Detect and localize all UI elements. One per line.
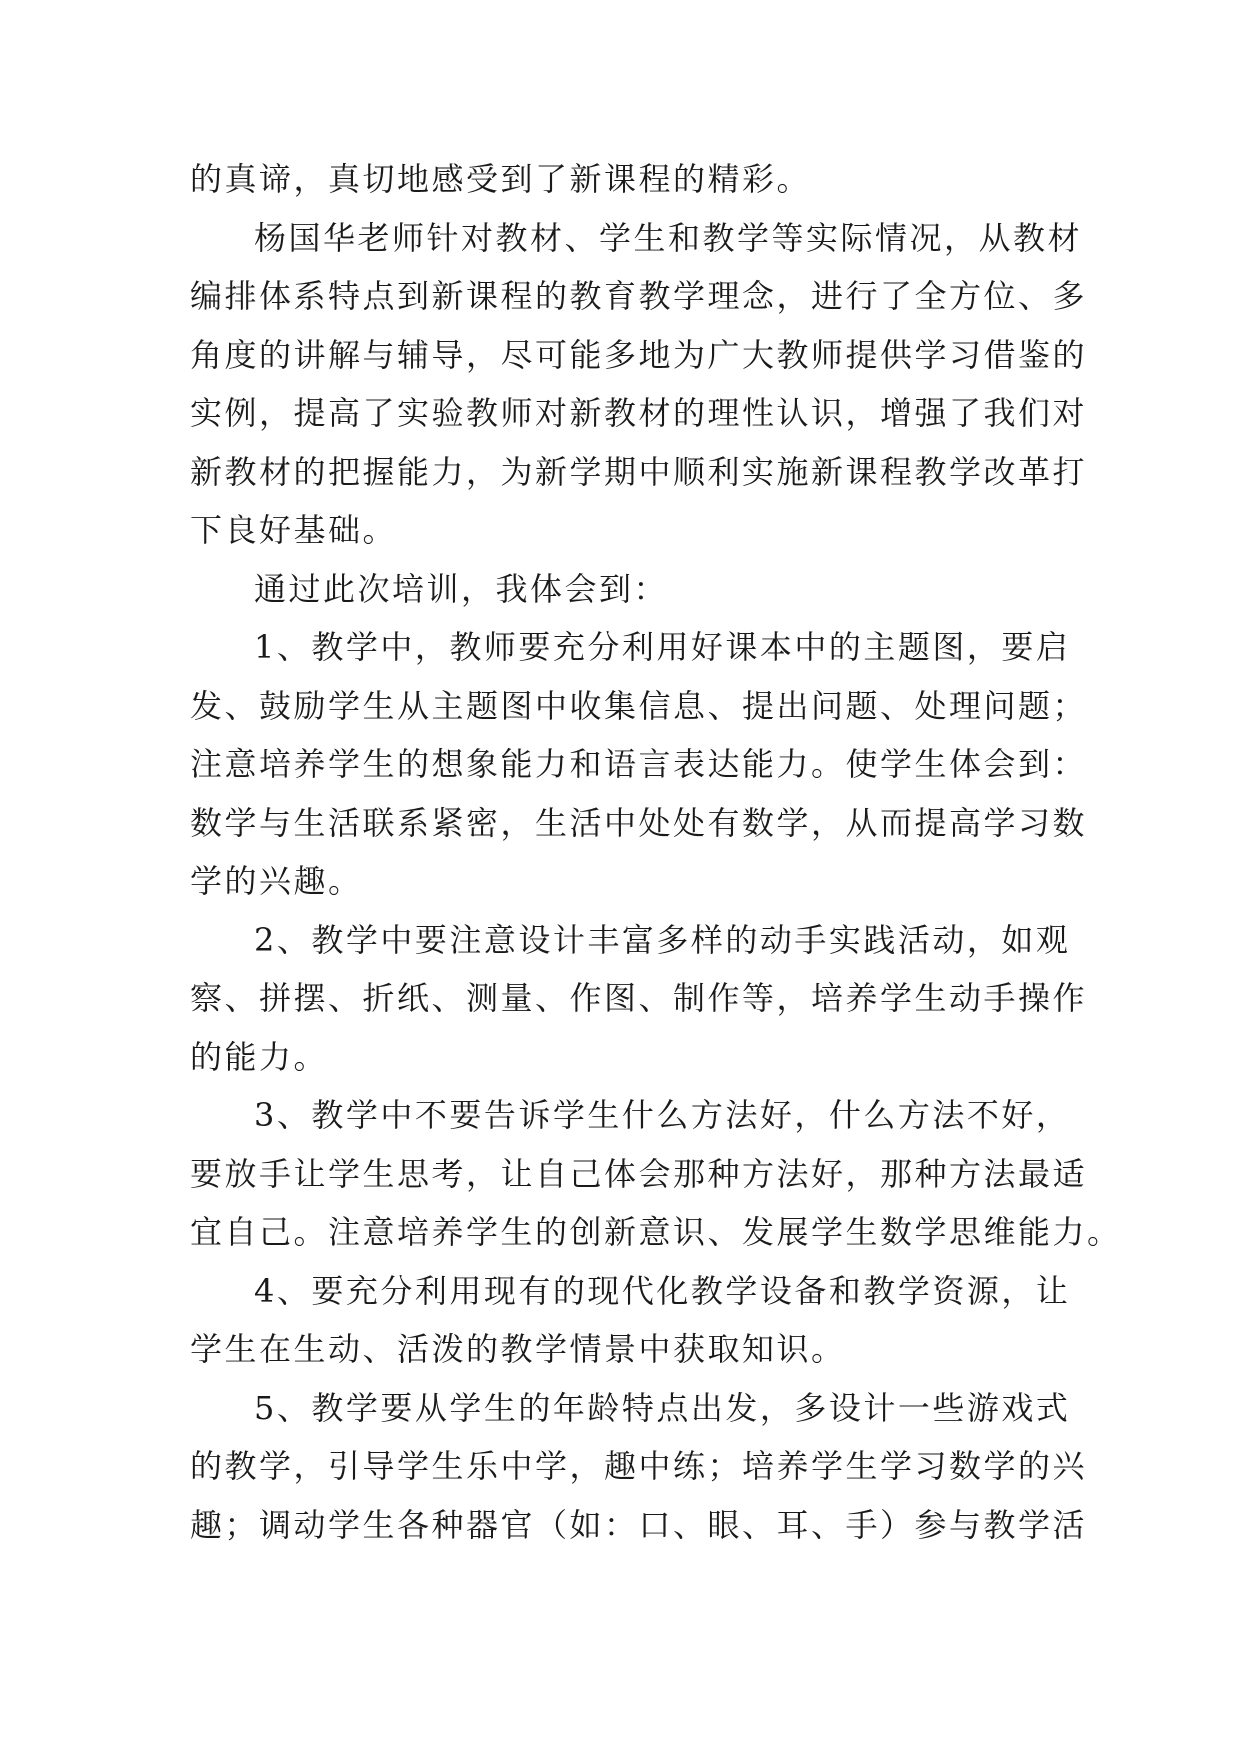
text-line: 的真谛，真切地感受到了新课程的精彩。: [190, 160, 812, 198]
text-line: 4、要充分利用现有的现代化教学设备和教学资源，让: [254, 1271, 1071, 1310]
text-line: 发、鼓励学生从主题图中收集信息、提出问题、处理问题；: [190, 686, 1088, 725]
text-line: 的能力。: [190, 1037, 329, 1076]
text-line: 1、教学中，教师要充分利用好课本中的主题图，要启: [254, 628, 1071, 666]
text-line: 趣；调动学生各种器官（如：口、眼、耳、手）参与教学活: [190, 1505, 1088, 1544]
text-line: 新教材的把握能力，为新学期中顺利实施新课程教学改革打: [190, 452, 1088, 491]
text-line: 数学与生活联系紧密，生活中处处有数学，从而提高学习数: [190, 803, 1088, 842]
document-body: [190, 150, 1122, 1554]
text-line: 的教学，引导学生乐中学，趣中练；培养学生学习数学的兴: [190, 1447, 1088, 1485]
text-line: 实例，提高了实验教师对新教材的理性认识，增强了我们对: [190, 394, 1088, 432]
text-line: 宜自己。注意培养学生的创新意识、发展学生数学思维能力。: [190, 1213, 1122, 1251]
text-line: 3、教学中不要告诉学生什么方法好，什么方法不好，: [254, 1096, 1071, 1134]
text-line: 下良好基础。: [190, 511, 398, 549]
text-line: 要放手让学生思考，让自己体会那种方法好，那种方法最适: [190, 1154, 1088, 1193]
text-line: 编排体系特点到新课程的教育教学理念，进行了全方位、多: [190, 277, 1088, 315]
text-line: 学生在生动、活泼的教学情景中获取知识。: [190, 1330, 846, 1368]
text-line: 杨国华老师针对教材、学生和教学等实际情况，从教材: [254, 218, 1083, 257]
text-line: 2、教学中要注意设计丰富多样的动手实践活动，如观: [254, 920, 1071, 959]
text-line: 学的兴趣。: [190, 862, 363, 900]
text-line: 5、教学要从学生的年龄特点出发，多设计一些游戏式: [254, 1388, 1071, 1427]
text-line: 通过此次培训，我体会到：: [254, 569, 669, 608]
text-line: 察、拼摆、折纸、测量、作图、制作等，培养学生动手操作: [190, 979, 1088, 1017]
text-line: 注意培养学生的想象能力和语言表达能力。使学生体会到：: [190, 745, 1088, 783]
text-line: 角度的讲解与辅导，尽可能多地为广大教师提供学习借鉴的: [190, 335, 1088, 374]
